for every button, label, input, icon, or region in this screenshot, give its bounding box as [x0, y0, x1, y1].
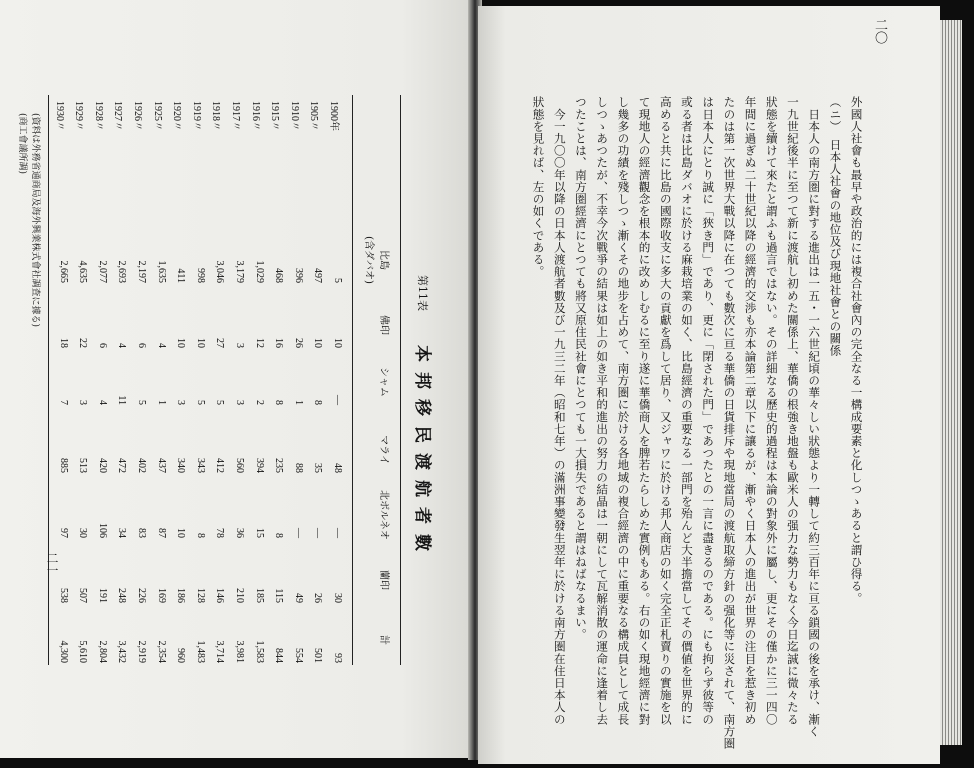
table-cell: 26 — [312, 593, 324, 603]
table-cell: 4 — [96, 400, 108, 405]
row-year: 1918〃 — [210, 101, 222, 131]
table-cell: 998 — [194, 268, 206, 283]
table-cell: 8 — [194, 533, 206, 538]
table-cell: 169 — [155, 588, 167, 603]
table-cell: 472 — [116, 458, 128, 473]
table-cell: 30 — [332, 593, 343, 603]
table-cell: 402 — [136, 458, 147, 473]
table-cell: 10 — [312, 338, 324, 348]
table-cell: 88 — [292, 463, 304, 473]
table-cell: 146 — [214, 588, 226, 603]
table-cell: 16 — [273, 338, 285, 348]
text-column: 一九世紀後半に至つて新に渡航し初めた關係上、華僑の根強き地盤も歐米人の强力な勢力もなく今日迄誠に微々たる — [785, 96, 800, 726]
table-cell: 106 — [96, 523, 108, 538]
row-year: 1900年 — [328, 101, 339, 131]
table-cell: 235 — [273, 458, 285, 473]
column-header: 計 — [378, 635, 389, 645]
text-column: 狀態を續けて來たと謂ふも過言ではない。その詳細なる歷史的過程は本論の對象外に屬し、更にその僅かに三一四〇 — [764, 96, 779, 726]
rotated-table — [17, 95, 445, 695]
table-cell: 1,483 — [194, 640, 206, 663]
row-year: 1928〃 — [92, 101, 104, 131]
table-cell: 36 — [234, 528, 245, 538]
row-year: 1919〃 — [190, 101, 202, 131]
table-cell: 5 — [194, 400, 206, 405]
row-year: 1926〃 — [132, 101, 143, 131]
left-page — [0, 0, 472, 758]
table-cell: 3,179 — [234, 260, 245, 283]
text-column: 日本人の南方圏に對する進出は一五・一六世紀頃の華々しい狀態より一轉して約三百年に亘る鎖國の後を承け、漸く — [807, 96, 822, 738]
table-cell: 5 — [214, 400, 226, 405]
table-cell: 48 — [332, 463, 343, 473]
table-cell: 4,635 — [77, 260, 89, 283]
table-cell: 7 — [57, 400, 69, 405]
table-cell: 468 — [273, 268, 285, 283]
right-page-number: 二〇 — [872, 18, 887, 44]
text-column: たのは第一次世界大戰以降に在つても數次に亘る華僑の日貨排斥や現地當局の渡航取締方針の强化等に災されて、南方圏 — [722, 96, 737, 750]
row-year: 1930〃 — [53, 101, 65, 131]
table-cell: 1,635 — [155, 260, 167, 283]
table-cell: 844 — [273, 648, 285, 663]
table-cell: 4,300 — [57, 640, 69, 663]
table-cell: 343 — [194, 458, 206, 473]
text-column: は日本人にとり誠に「狹き門」であり、更に「閉された門」であつたとの一言に盡きるのである。にも拘らず彼等の — [701, 96, 716, 726]
table-cell: 87 — [155, 528, 167, 538]
text-column: 今一九〇〇年以降の日本人渡航者數及び一九三二年（昭和七年）の滿洲事變發生翌年に於ける南方圏在住日本人の — [552, 96, 567, 726]
table-cell: 5 — [332, 278, 343, 283]
table-cell: 8 — [312, 400, 324, 405]
table-cell: 396 — [292, 268, 304, 283]
table-cell: 420 — [96, 458, 108, 473]
table-cell: 412 — [214, 458, 226, 473]
table-cell: 3,981 — [234, 640, 245, 663]
table-cell: 34 — [116, 528, 128, 538]
table-cell: 210 — [234, 588, 245, 603]
table-cell: 3 — [175, 400, 187, 405]
table-cell: 248 — [116, 588, 128, 603]
text-column: 年間に過ぎぬ二十世紀以降の經濟的交渉も亦本論第二章以下に讓るが、漸やく日本人の進出が世界の注目を惹き初め — [743, 96, 758, 726]
table-cell: 185 — [253, 588, 265, 603]
table-cell: 8 — [273, 400, 285, 405]
table-cell: 1,029 — [253, 260, 265, 283]
table-cell: 115 — [273, 588, 285, 603]
text-column: 或る者は比島ダバオに於ける麻栽培業の如く、比島經濟の重要なる一部門を殆んど大半擔當してその價値を世界的に — [679, 96, 694, 726]
row-year: 1917〃 — [230, 101, 241, 131]
table-cell: 560 — [234, 458, 245, 473]
text-column: し幾多の功績を殘しつゝ漸くその地步を占めて、南方圏に於ける各地域の複合經濟の中に重要なる構成員として成長 — [616, 96, 631, 726]
left-page-number: 二一 — [45, 552, 59, 576]
table-cell: 35 — [312, 463, 324, 473]
column-header: 佛印 — [378, 315, 389, 335]
table-number: 第11表 — [416, 275, 429, 311]
table-cell: 3,714 — [214, 640, 226, 663]
column-header: 蘭印 — [378, 570, 389, 590]
table-rule-top — [400, 95, 401, 665]
table-cell: 97 — [57, 528, 69, 538]
table-cell: 8 — [273, 533, 285, 538]
row-year: 1920〃 — [171, 101, 183, 131]
column-header: 北ボルネオ — [378, 490, 389, 540]
table-cell: 3 — [77, 400, 89, 405]
table-cell: 2,693 — [116, 260, 128, 283]
table-cell: 1 — [292, 400, 304, 405]
table-cell: 2 — [253, 400, 265, 405]
table-cell: 5,610 — [77, 640, 89, 663]
table-cell: 411 — [175, 268, 187, 283]
table-cell: 30 — [77, 528, 89, 538]
table-cell: 3 — [234, 400, 245, 405]
table-cell: — — [312, 528, 324, 538]
table-cell: 4 — [155, 343, 167, 348]
table-rule-header — [352, 95, 353, 665]
table-cell: 437 — [155, 458, 167, 473]
page-edges — [940, 20, 962, 745]
table-cell: 186 — [175, 588, 187, 603]
table-cell: 3,046 — [214, 260, 226, 283]
table-cell: 501 — [312, 648, 324, 663]
row-year: 1916〃 — [249, 101, 261, 131]
table-cell: 513 — [77, 458, 89, 473]
table-cell: 6 — [96, 343, 108, 348]
table-cell: 2,077 — [96, 260, 108, 283]
table-cell: 18 — [57, 338, 69, 348]
table-cell: 128 — [194, 588, 206, 603]
table-cell: — — [332, 395, 343, 405]
table-cell: 5 — [136, 400, 147, 405]
table-cell: 22 — [77, 338, 89, 348]
table-cell: 3 — [234, 343, 245, 348]
table-cell: 93 — [332, 653, 343, 663]
table-cell: 10 — [175, 338, 187, 348]
table-cell: 960 — [175, 648, 187, 663]
table-cell: 2,804 — [96, 640, 108, 663]
text-column: 外國人社會も最早や政治的には複合社會內の完全なる一構成要素と化しつゝあると謂ひ得る。 — [849, 96, 864, 605]
table-title: 本邦移民渡航者數 — [412, 345, 432, 561]
row-year: 1929〃 — [73, 101, 85, 131]
row-year: 1915〃 — [269, 101, 281, 131]
table-cell: 15 — [253, 528, 265, 538]
text-column: 高めると共に比島の國際收支に多大の貢獻を爲して居り、又ジャワに於ける邦人商店の如く完全正札賣りの實施を以 — [658, 96, 673, 726]
table-cell: 1,583 — [253, 640, 265, 663]
text-column: しつゝあつたが、不幸今次戰爭の結果は如上の如き平和的進出の努力の結晶は一朝にして瓦解消散の運命に逢着し去 — [595, 96, 610, 726]
table-note: (資料は外務省通商局及海外興業株式會社調査に據る) (商工會議所調) — [17, 113, 40, 328]
row-year: 1925〃 — [151, 101, 163, 131]
right-page — [478, 6, 940, 764]
table-cell: 26 — [292, 338, 304, 348]
table-cell: 497 — [312, 268, 324, 283]
column-header: マライ — [378, 435, 389, 465]
table-cell: 10 — [175, 528, 187, 538]
row-year: 1910〃 — [288, 101, 300, 131]
table-cell: 2,665 — [57, 260, 69, 283]
table-cell: 2,919 — [136, 640, 147, 663]
row-year: 1927〃 — [112, 101, 124, 131]
table-rule-bottom — [48, 95, 49, 665]
table-cell: 3,432 — [116, 640, 128, 663]
text-column: 狀態を見れば、左の如くである。 — [531, 96, 546, 278]
column-header: シャム — [378, 367, 389, 397]
table-cell: 78 — [214, 528, 226, 538]
text-column: て現地人の經濟觀念を根本的に改めしむるに至り遂に華僑商人を脾若たらしめた實例もある。右の如く現地經濟に對 — [637, 96, 652, 726]
table-cell: 11 — [116, 395, 128, 405]
table-cell: — — [332, 528, 343, 538]
table-cell: 49 — [292, 593, 304, 603]
table-cell: 340 — [175, 458, 187, 473]
table-cell: 27 — [214, 338, 226, 348]
row-year: 1905〃 — [308, 101, 320, 131]
table-cell: 2,354 — [155, 640, 167, 663]
table-cell: 226 — [136, 588, 147, 603]
table-cell: 83 — [136, 528, 147, 538]
table-cell: 12 — [253, 338, 265, 348]
table-cell: 191 — [96, 588, 108, 603]
table-cell: 10 — [332, 338, 343, 348]
table-cell: 538 — [57, 588, 69, 603]
table-cell: 10 — [194, 338, 206, 348]
table-cell: 885 — [57, 458, 69, 473]
table-cell: — — [292, 528, 304, 538]
table-cell: 6 — [136, 343, 147, 348]
table-cell: 554 — [292, 648, 304, 663]
table-cell: 394 — [253, 458, 265, 473]
table-cell: 2,197 — [136, 260, 147, 283]
text-column: （ニ） 日本人社會の地位及び現地社會との關係 — [828, 96, 843, 357]
table-cell: 507 — [77, 588, 89, 603]
text-column: つたことは、南方圏經濟にとつても將又原住民社會にとつても一大損失であると謂はねばなるまい。 — [573, 96, 588, 641]
column-header: 比島 (含ダバオ) — [363, 236, 389, 284]
table-cell: 1 — [155, 400, 167, 405]
table-cell: 4 — [116, 343, 128, 348]
